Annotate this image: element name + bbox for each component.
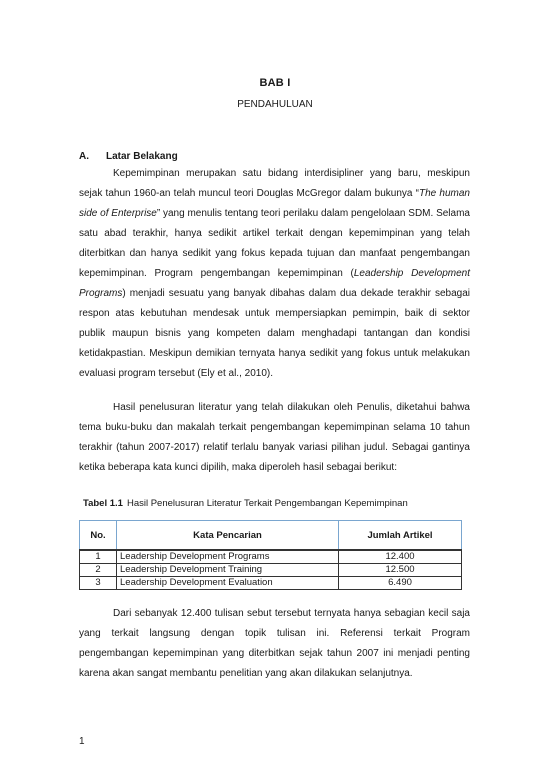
paragraph-intro	[79, 164, 470, 384]
table-row	[80, 577, 462, 590]
cell-no: 2	[80, 564, 117, 577]
table-caption	[83, 498, 408, 509]
cell-jumlah: 6.490	[339, 577, 462, 590]
cell-kata: Leadership Development Programs	[117, 550, 339, 564]
cell-kata: Leadership Development Training	[117, 564, 339, 577]
cell-jumlah: 12.500	[339, 564, 462, 577]
cell-no: 1	[80, 550, 117, 564]
section-number: A.	[79, 151, 89, 162]
paragraph-literature: Hasil penelusuran literatur yang telah dilakukan oleh Penulis, diketahui bahwa tema buku-buku dan makalah terkait pengembangan kepemimpinan selama 10 tahun terakhir (tahun 2007-2017) relatif terlalu banyak variasi pilihan judul. Sebagai gantinya ketika beberapa kata kunci dipilih, maka diperoleh hasil sebagai berikut:	[79, 402, 470, 473]
header-jumlah-artikel: Jumlah Artikel	[339, 521, 462, 551]
ldp-term-italic: Leadership Development Programs	[79, 268, 470, 299]
chapter-subtitle: PENDAHULUAN	[237, 99, 313, 110]
table-caption-label: Tabel 1.1	[83, 498, 123, 509]
section-heading	[79, 151, 178, 162]
book-title-italic: The human side of Enterprise	[79, 188, 470, 219]
header-no: No.	[80, 521, 117, 551]
page-number: 1	[79, 736, 85, 747]
literature-table	[79, 520, 462, 590]
paragraph-conclusion: Dari sebanyak 12.400 tulisan sebut tersebut ternyata hanya sebagian kecil saja yang terkait langsung dengan topik tulisan ini. Referensi terkait Program pengembangan kepemimpinan yang diterbitkan sejak tahun 2007 ini menjadi penting karena akan sangat membantu penelitian yang akan dilakukan selanjutnya.	[79, 608, 470, 679]
header-kata-pencarian: Kata Pencarian	[117, 521, 339, 551]
table-caption-text: Hasil Penelusuran Literatur Terkait Pengembangan Kepemimpinan	[126, 498, 408, 509]
paragraph-intro-text-2: ” yang menulis tentang teori perilaku dalam pengelolaan SDM. Selama satu abad terakhir, hanya sedikit artikel terkait dengan kepemimpinan yang telah diterbitkan dan hanya sedikit yang fokus kepada tujuan dan manfaat pengembangan kepemimpinan. Program pengembangan kepemimpinan (	[79, 208, 470, 279]
cell-no: 3	[80, 577, 117, 590]
cell-kata: Leadership Development Evaluation	[117, 577, 339, 590]
cell-jumlah: 12.400	[339, 550, 462, 564]
paragraph-intro-text-1: Kepemimpinan merupakan satu bidang interdisipliner yang baru, meskipun sejak tahun 1960-an telah muncul teori Douglas McGregor dalam bukunya “	[79, 168, 470, 199]
paragraph-intro-text-3: ) menjadi sesuatu yang banyak dibahas dalam dua dekade terakhir sebagai respon atas kebutuhan mendesak untuk mempersiapkan pemimpin, baik di sektor publik maupun bisnis yang kompeten dalam menghadapi tantangan dan kondisi ketidakpastian. Meskipun demikian ternyata hanya sedikit yang fokus untuk melakukan evaluasi program tersebut (Ely et al., 2010).	[79, 288, 470, 379]
table-row	[80, 564, 462, 577]
chapter-title: BAB I	[259, 77, 291, 89]
table-header-row	[80, 521, 462, 551]
section-title: Latar Belakang	[106, 151, 178, 162]
table-row	[80, 550, 462, 564]
